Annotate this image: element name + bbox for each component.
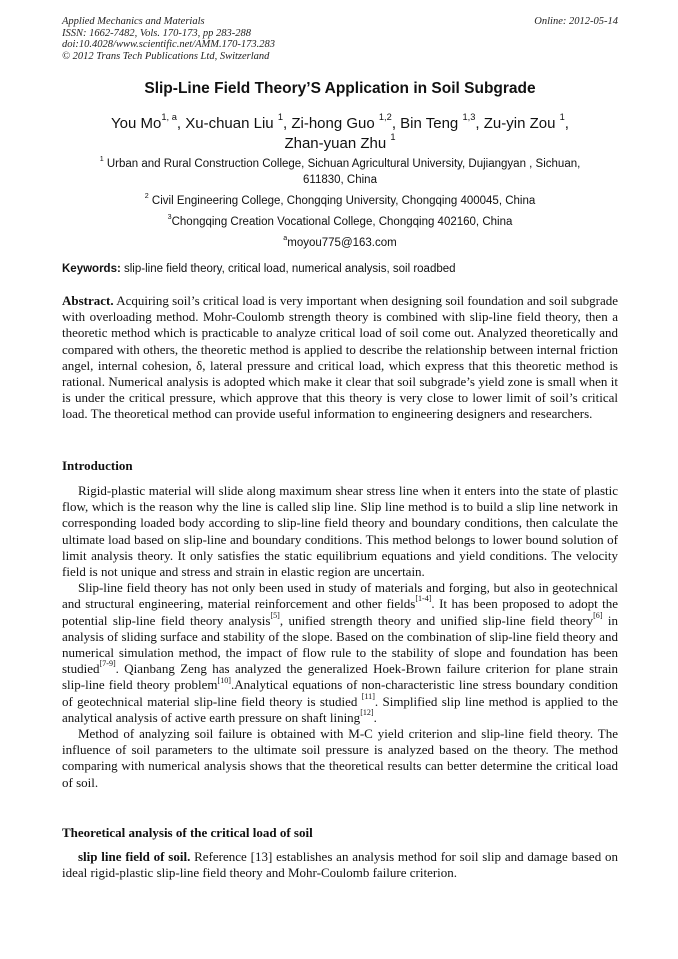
affiliation-text: Civil Engineering College, Chongqing University, Chongqing 400045, China [151, 195, 536, 207]
author-affiliation-mark: 1 [277, 112, 283, 123]
affiliation-1 [62, 156, 618, 188]
author-affiliation-mark: 1, a [161, 112, 177, 123]
author-list: You Mo$^{1, a}$, Xu-chuan Liu $^1$, Zi-hong Guo $^{1,2}$, Bin Teng $^{1,3}$, Zu-yin Zou $^1$, Zhan-yuan Zhu $^1$ [111, 112, 569, 152]
author-affiliation-mark: 1,3 [462, 112, 476, 123]
paragraph: slip line field of soil. Reference [13] establishes an analysis method for soil slip and damage based on ideal rigid-plastic slip-line field theory and Mohr-Coulomb failure criterion. [62, 849, 618, 881]
affiliation-3 [62, 214, 618, 230]
affiliation-mark: 1 [99, 154, 104, 163]
citation: [11] [361, 691, 375, 701]
citation: [1-4] [415, 594, 432, 604]
affiliation-mark: 3 [167, 212, 172, 221]
paragraph: Method of analyzing soil failure is obtained with M-C yield criterion and slip-line field theory. The influence of soil parameters to the ultimate soil pressure is analyzed based on the theory. The method comparing with numerical analysis shows that the theoretical results can better determine the critical load of soil. [62, 726, 618, 790]
paragraph: Rigid-plastic material will slide along maximum shear stress line when it enters into the state of plastic flow, which is the reason why the line is called slip line. Slip line method is to build a slip line network in corresponding loaded body according to slip-line field theory and boundary conditions, then calculate the ultimate load based on slip-line and boundary conditions. This method belongs to lower bound solution of limit analysis theory. It only satisfies the static equilibrium equations and yield conditions. The velocity field is not unique and stress and strain in elastic region are uncertain. [62, 483, 618, 580]
section-heading-introduction: Introduction [62, 458, 133, 473]
affiliation-text: Chongqing Creation Vocational College, Chongqing 402160, China [171, 216, 513, 228]
author-name: Zhan-yuan Zhu [284, 135, 387, 152]
citation: [10] [217, 675, 231, 685]
citation: [5] [270, 610, 280, 620]
paper-title: Slip-Line Field Theory’S Application in Soil Subgrade [144, 80, 536, 97]
affiliation-mark: a [283, 233, 288, 242]
section-heading-theoretical-analysis: Theoretical analysis of the critical load of soil [62, 825, 313, 840]
author-name: You Mo [111, 115, 162, 132]
paragraph: Slip-line field theory has not only been used in study of materials and forging, but also in geotechnical and structural engineering, material reinforcement and other fields[1-4]. It has been proposed to adopt the potential slip-line field theory analysis[5], unified strength theory and unified slip-line field theory[6] in analysis of sliding surface and stability of the slope. Based on the combination of slip-line field theory and numerical simulation method, the impact of flow rule to the stability of slope and foundation has been studied[7-9]. Qianbang Zeng has analyzed the generalized Hoek-Brown failure criterion for plane strain slip-line field theory problem[10].Analytical equations of non-characteristic line stress boundary condition of geotechnical material slip-line field theory is studied [11]. Simplified slip line method is applied to the analytical analysis of active earth pressure on shaft lining[12]. [62, 580, 619, 725]
affiliation-email [62, 235, 618, 251]
author-name: Zi-hong Guo [291, 115, 375, 132]
abstract [62, 293, 618, 423]
theoretical-analysis-body [62, 849, 618, 881]
citation: [7-9] [99, 659, 116, 669]
abstract-text: Acquiring soil’s critical load is very important when designing soil foundation and soil subgrade with overloading method. Mohr-Coulomb strength theory is combined with slip-line field theory, then a theoretic method which is practicable to analyze critical load of soil come out. Analyzed theoretically and compared with others, the theoretic method is applied to describe the relationship between internal friction angel, internal cohesion, δ, lateral pressure and critical load, which express that this theoretic method is rational. Numerical analysis is adopted which make it clear that soil subgrade’s yield zone is small when it is under the critical pressure, which approve that this theory is very close to lower limit of soil’s critical load. The theoretical method can provide useful information to engineering designers and researchers. [62, 293, 618, 422]
journal-doi: doi:10.4028/www.scientific.net/AMM.170-173.283 [62, 39, 275, 50]
affiliation-2 [62, 193, 618, 209]
introduction-body [62, 483, 618, 791]
affiliation-text: Urban and Rural Construction College, Sichuan Agricultural University, Dujiangyan , Sichuan, 611830, China [106, 158, 581, 186]
keywords [62, 263, 618, 275]
run-in-heading: slip line field of soil. [78, 849, 191, 864]
online-date: Online: 2012-05-14 [534, 16, 618, 27]
journal-name: Applied Mechanics and Materials [62, 16, 205, 27]
author-affiliation-mark: 1 [559, 112, 565, 123]
author-name: Bin Teng [400, 115, 459, 132]
author-name: Xu-chuan Liu [185, 115, 274, 132]
journal-copyright: © 2012 Trans Tech Publications Ltd, Switzerland [62, 50, 270, 62]
affiliation-mark: 2 [144, 191, 149, 200]
abstract-label: Abstract. [62, 293, 114, 308]
journal-header [62, 16, 618, 62]
author-email: moyou775@163.com [287, 237, 397, 249]
author-name: Zu-yin Zou [483, 115, 556, 132]
keywords-text: slip-line field theory, critical load, numerical analysis, soil roadbed [124, 263, 456, 275]
author-affiliation-mark: 1 [390, 132, 396, 143]
author-affiliation-mark: 1,2 [378, 112, 392, 123]
citation: [12] [360, 707, 374, 717]
keywords-label: Keywords: [62, 263, 121, 275]
citation: [6] [593, 610, 603, 620]
journal-issn: ISSN: 1662-7482, Vols. 170-173, pp 283-288 [62, 27, 251, 39]
